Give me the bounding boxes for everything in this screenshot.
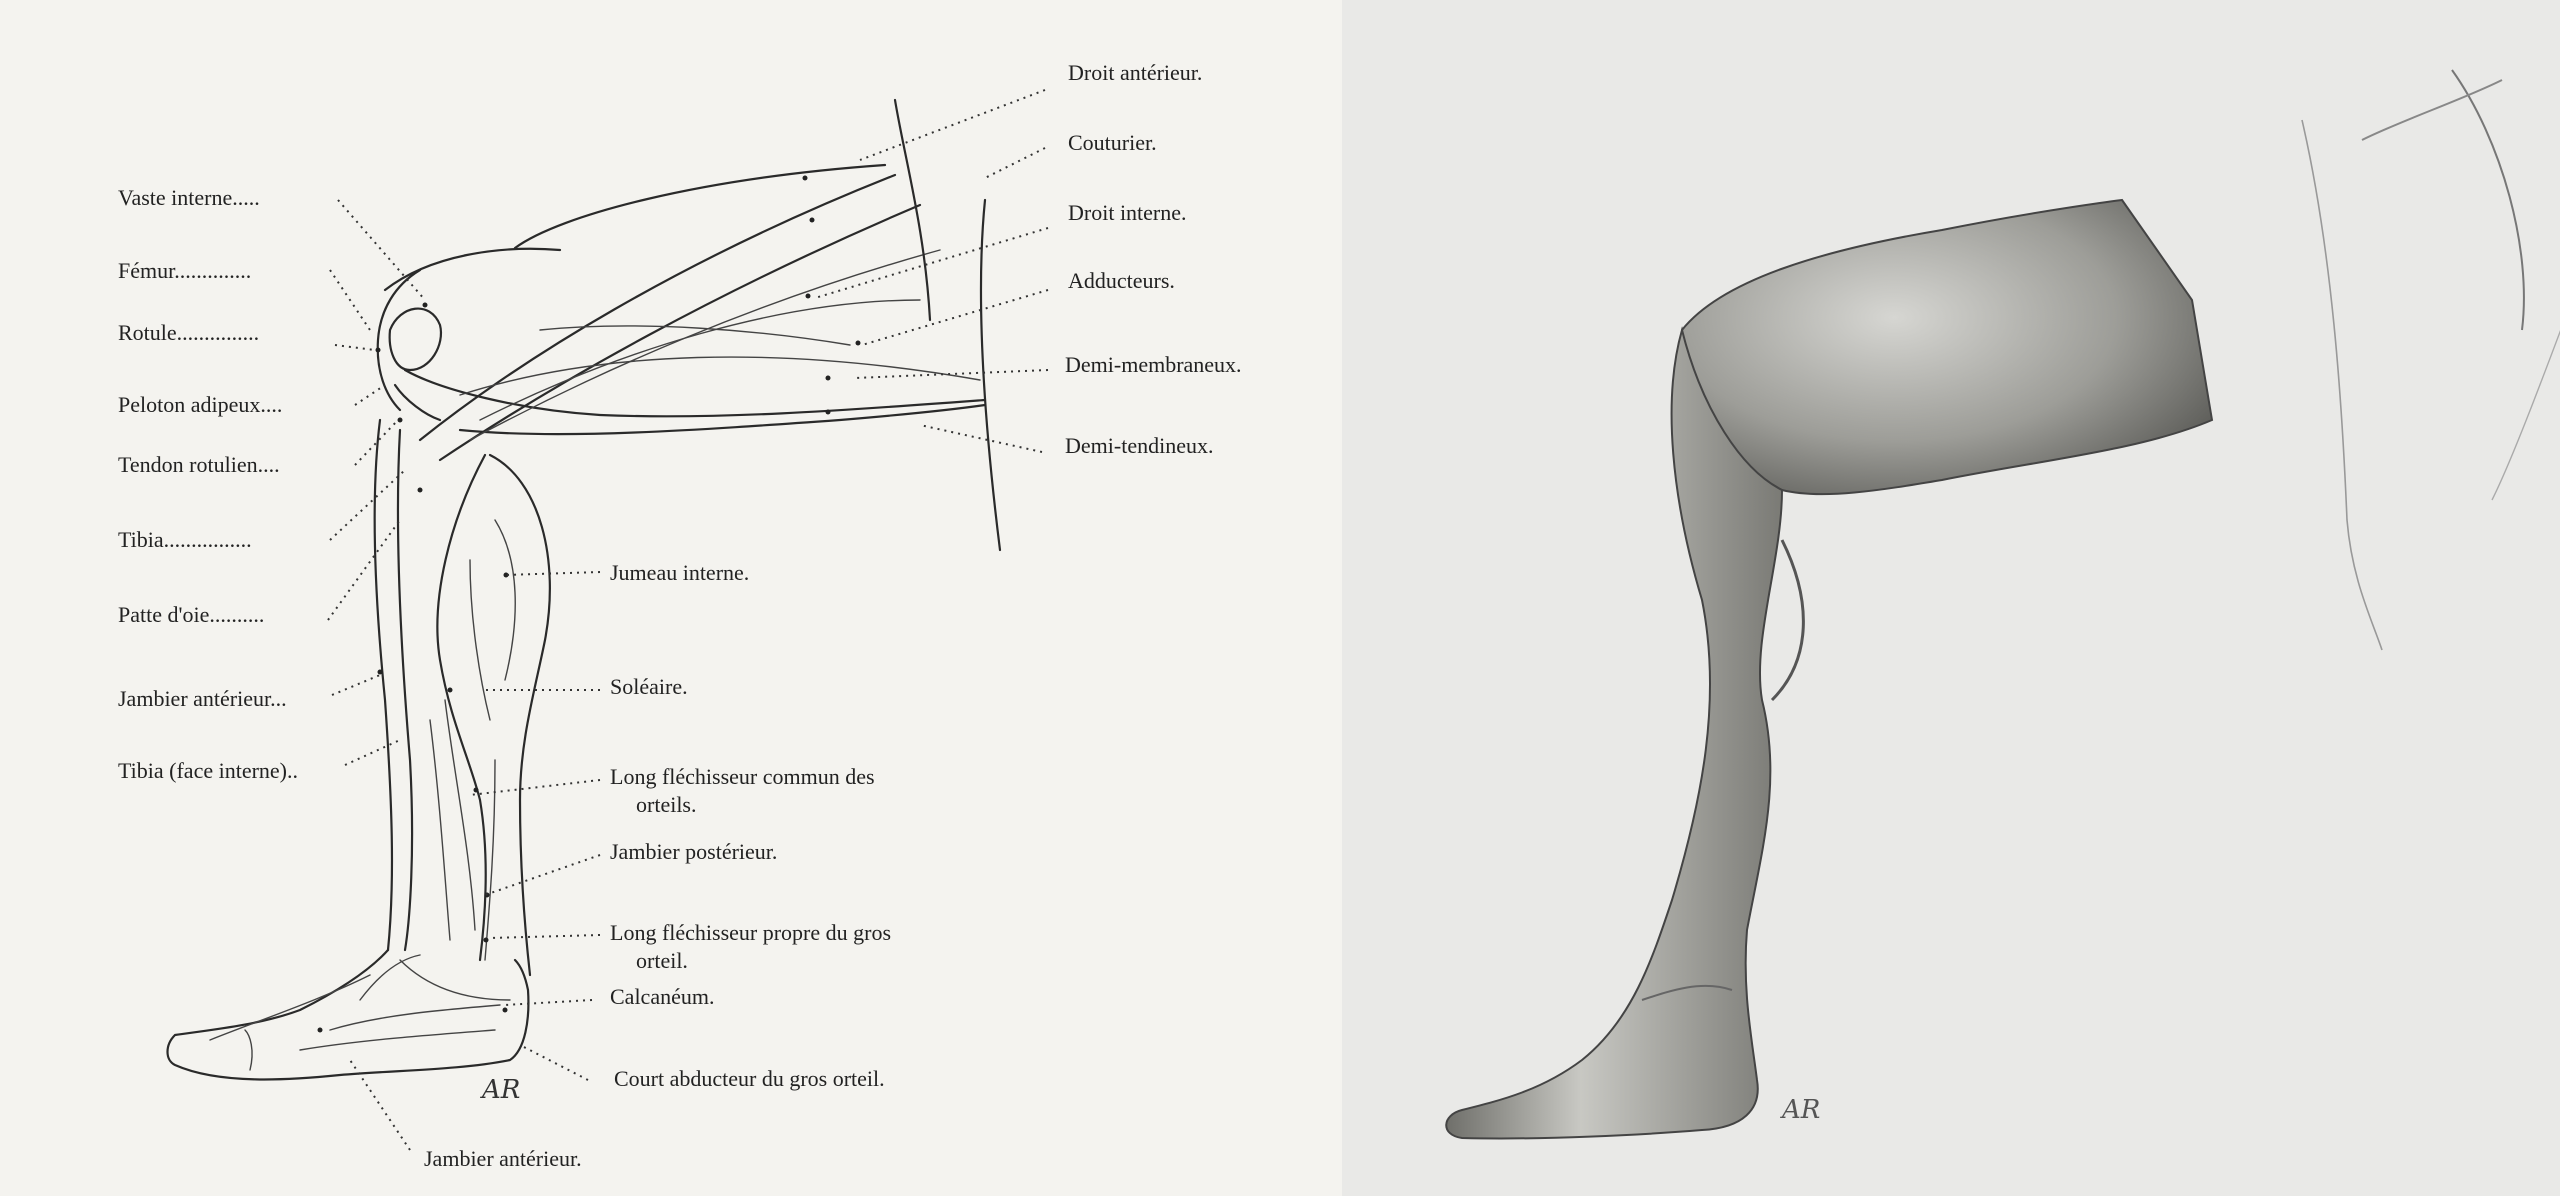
label-jumeau-interne: Jumeau interne.: [610, 560, 750, 585]
label-soleaire: Soléaire.: [610, 674, 688, 699]
label-calcaneum: Calcanéum.: [610, 984, 715, 1009]
label-rotule: Rotule...............: [118, 320, 260, 345]
label-jambier-anterieur-bottom: Jambier antérieur.: [424, 1146, 582, 1171]
label-tendon-rotulien: Tendon rotulien....: [118, 452, 280, 477]
label-vaste-interne: Vaste interne.....: [118, 185, 260, 210]
label-tibia: Tibia................: [118, 527, 252, 552]
label-long-flechisseur-propre: Long fléchisseur propre du gros: [610, 920, 892, 945]
labels-left: [118, 185, 298, 783]
label-droit-interne: Droit interne.: [1068, 200, 1187, 225]
label-court-abducteur: Court abducteur du gros orteil.: [614, 1066, 885, 1091]
shaded-leg-drawing: [1342, 0, 2560, 1196]
leg-drawing-plate: [1342, 0, 2560, 1196]
artist-signature-right: AR: [1782, 1095, 1821, 1125]
label-femur: Fémur..............: [118, 258, 252, 283]
label-adducteurs: Adducteurs.: [1068, 268, 1175, 293]
label-long-flechisseur-commun-cont: orteils.: [636, 792, 697, 817]
label-jambier-posterieur: Jambier postérieur.: [610, 839, 778, 864]
label-tibia-face-interne: Tibia (face interne)..: [118, 758, 299, 783]
label-demi-tendineux: Demi-tendineux.: [1065, 433, 1214, 458]
label-couturier: Couturier.: [1068, 130, 1157, 155]
label-long-flechisseur-commun: Long fléchisseur commun des: [610, 764, 875, 789]
label-jambier-anterieur: Jambier antérieur...: [118, 686, 287, 711]
artist-signature: AR: [482, 1075, 521, 1105]
label-droit-anterieur: Droit antérieur.: [1068, 60, 1203, 85]
label-patte-doie: Patte d'oie..........: [118, 602, 265, 627]
labels-right: [1065, 60, 1242, 458]
label-peloton-adipeux: Peloton adipeux....: [118, 392, 283, 417]
label-long-flechisseur-propre-cont: orteil.: [636, 948, 688, 973]
label-demi-membraneux: Demi-membraneux.: [1065, 352, 1242, 377]
